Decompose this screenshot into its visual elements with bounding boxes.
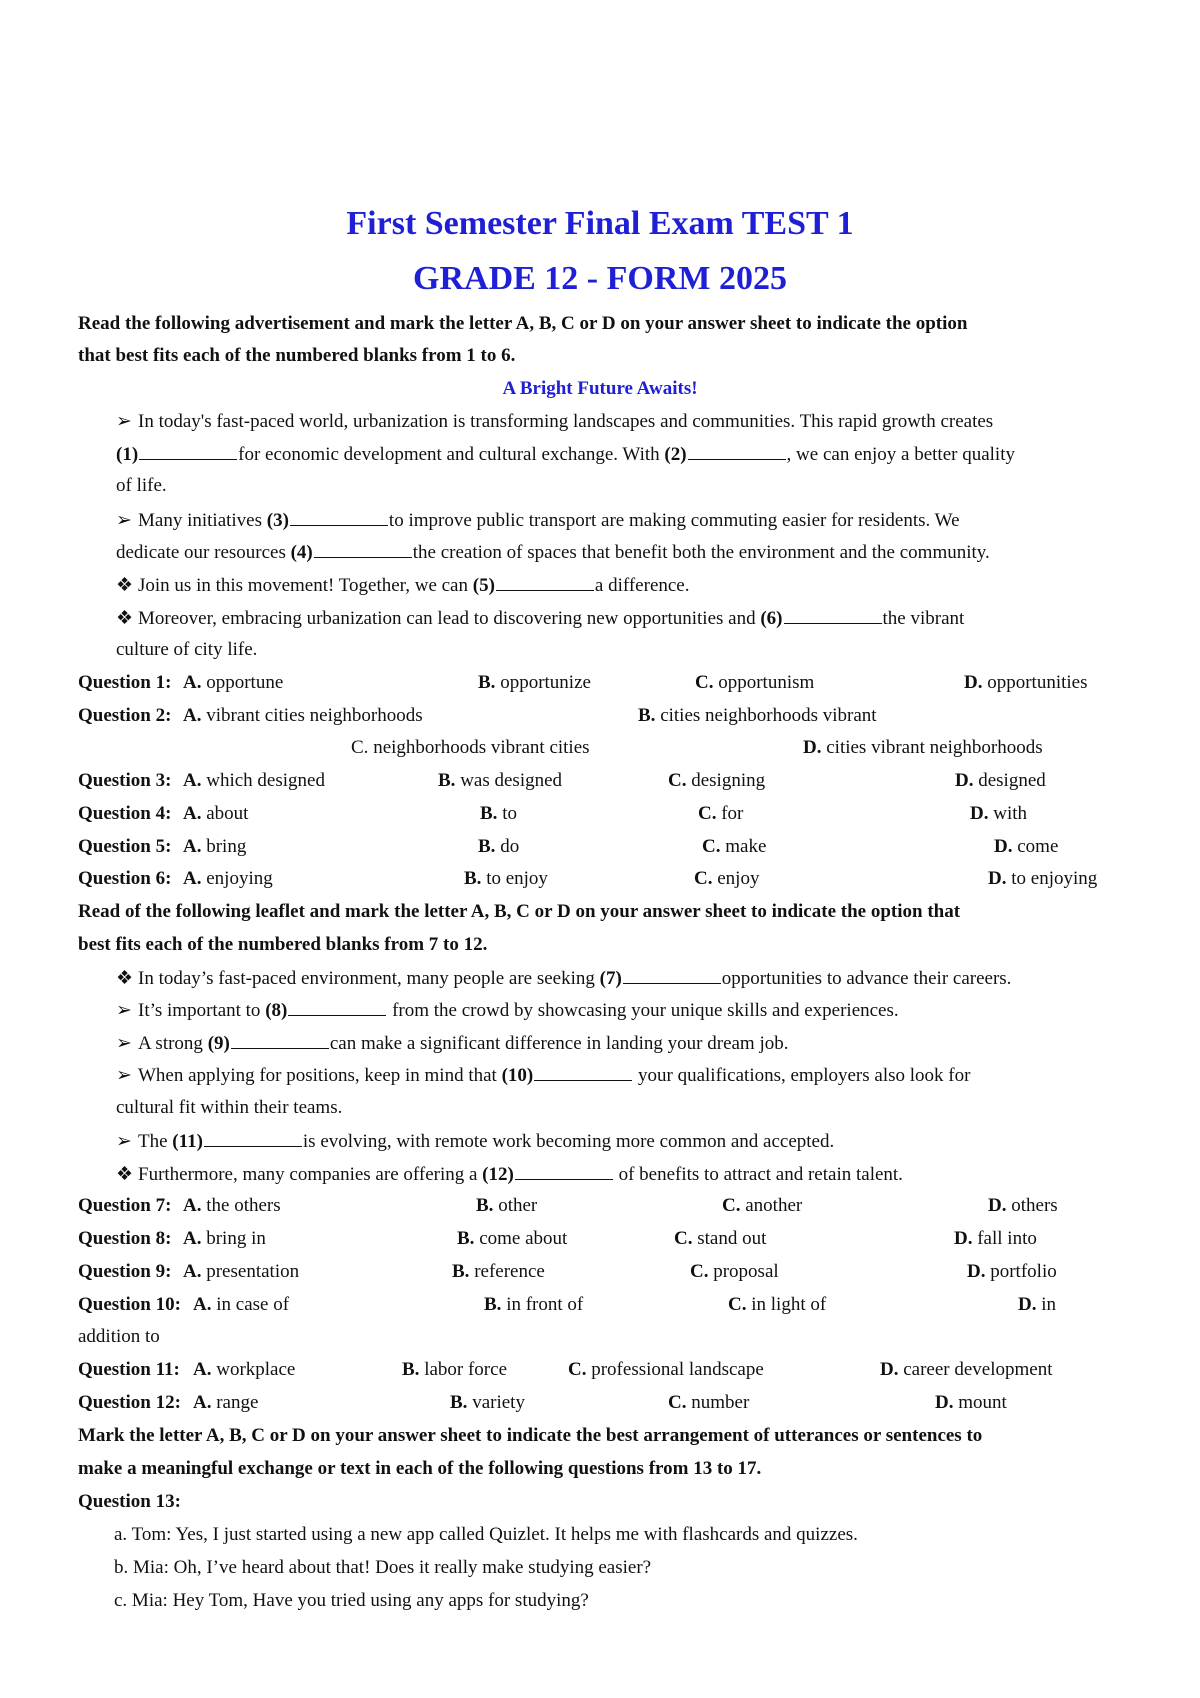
section1-instruction: Read the following advertisement and mark the letter A, B, C or D on your answer sheet to indicate the option [78, 313, 968, 334]
section1-instruction-cont: that best fits each of the numbered blanks from 1 to 6. [78, 345, 516, 366]
option-c[interactable]: C. another [722, 1195, 803, 1216]
option-d[interactable]: D. opportunities [964, 672, 1088, 693]
answer-blank-3 [290, 507, 388, 526]
diamond-bullet-icon: ❖ [116, 1164, 134, 1185]
arrow-bullet-icon: ➢ [116, 1131, 132, 1152]
option-d[interactable]: D. career development [880, 1359, 1053, 1380]
option-a[interactable]: A. about [183, 803, 249, 824]
ad-paragraph-1-cont: (1) for economic development and cultural exchange. With (2) , we can enjoy a better quality [116, 441, 1015, 468]
option-d[interactable]: D. others [988, 1195, 1058, 1216]
answer-blank-1 [139, 441, 237, 460]
question-label: Question 11: [78, 1359, 180, 1380]
arrow-bullet-icon: ➢ [116, 411, 132, 432]
option-b[interactable]: B. was designed [438, 770, 563, 791]
option-c[interactable]: C. for [698, 803, 744, 824]
option-d[interactable]: D. to enjoying [988, 868, 1098, 889]
option-c[interactable]: C. neighborhoods vibrant cities [351, 737, 590, 758]
ad-paragraph-2-cont: dedicate our resources (4) the creation of spaces that benefit both the environment and the community. [116, 539, 990, 566]
answer-blank-10 [534, 1062, 632, 1081]
option-c[interactable]: C. stand out [674, 1228, 767, 1249]
option-c[interactable]: C. designing [668, 770, 766, 791]
diamond-bullet-icon: ❖ [116, 968, 134, 989]
question-13-label: Question 13: [78, 1491, 181, 1512]
answer-blank-2 [688, 441, 786, 460]
answer-blank-12 [515, 1161, 613, 1180]
arrow-bullet-icon: ➢ [116, 1065, 132, 1086]
question-label: Question 9: [78, 1261, 172, 1282]
arrow-bullet-icon: ➢ [116, 1033, 132, 1054]
option-a[interactable]: A. bring [183, 836, 247, 857]
option-d[interactable]: D. cities vibrant neighborhoods [803, 737, 1043, 758]
option-b[interactable]: B. cities neighborhoods vibrant [638, 705, 877, 726]
option-b[interactable]: B. variety [450, 1392, 525, 1413]
leaflet-line-4-cont: cultural fit within their teams. [116, 1097, 343, 1118]
option-b[interactable]: B. do [478, 836, 520, 857]
section3-instruction: Mark the letter A, B, C or D on your answer sheet to indicate the best arrangement of utterances or sentences to [78, 1425, 983, 1446]
option-d[interactable]: D. with [970, 803, 1028, 824]
option-d-continued: addition to [78, 1326, 160, 1347]
utterance-b: b. Mia: Oh, I’ve heard about that! Does it really make studying easier? [114, 1557, 652, 1578]
question-label: Question 4: [78, 803, 172, 824]
option-b[interactable]: B. in front of [484, 1294, 584, 1315]
option-a[interactable]: A. vibrant cities neighborhoods [183, 705, 423, 726]
exam-title: First Semester Final Exam TEST 1 [346, 205, 854, 242]
answer-blank-11 [204, 1128, 302, 1147]
ad-paragraph-3: ❖ Join us in this movement! Together, we can (5) a difference. [116, 572, 690, 599]
exam-subtitle: GRADE 12 - FORM 2025 [413, 260, 787, 297]
option-b[interactable]: B. to enjoy [464, 868, 548, 889]
option-b[interactable]: B. reference [452, 1261, 545, 1282]
answer-blank-5 [496, 572, 594, 591]
question-label: Question 10: [78, 1294, 181, 1315]
question-label: Question 12: [78, 1392, 181, 1413]
ad-paragraph-1-end: of life. [116, 475, 167, 496]
question-label: Question 5: [78, 836, 172, 857]
question-label: Question 1: [78, 672, 172, 693]
arrow-bullet-icon: ➢ [116, 1000, 132, 1021]
answer-blank-7 [623, 965, 721, 984]
answer-blank-4 [314, 539, 412, 558]
answer-blank-6 [784, 605, 882, 624]
option-d[interactable]: D. fall into [954, 1228, 1037, 1249]
option-d[interactable]: D. designed [955, 770, 1046, 791]
utterance-c: c. Mia: Hey Tom, Have you tried using any apps for studying? [114, 1590, 589, 1611]
leaflet-line-4: ➢ When applying for positions, keep in mind that (10) your qualifications, employers also look for [116, 1062, 970, 1089]
option-a[interactable]: A. presentation [183, 1261, 300, 1282]
option-c[interactable]: C. make [702, 836, 767, 857]
question-label: Question 2: [78, 705, 172, 726]
section2-instruction: Read of the following leaflet and mark the letter A, B, C or D on your answer sheet to indicate the option that [78, 901, 961, 922]
leaflet-line-3: ➢ A strong (9) can make a significant difference in landing your dream job. [116, 1030, 789, 1057]
option-c[interactable]: C. in light of [728, 1294, 827, 1315]
section3-instruction-cont: make a meaningful exchange or text in each of the following questions from 13 to 17. [78, 1458, 762, 1479]
option-a[interactable]: A. bring in [183, 1228, 266, 1249]
option-d[interactable]: D. come [994, 836, 1059, 857]
ad-paragraph-4: ❖ Moreover, embracing urbanization can lead to discovering new opportunities and (6) the vibrant [116, 605, 964, 632]
option-c[interactable]: C. number [668, 1392, 750, 1413]
option-c[interactable]: C. professional landscape [568, 1359, 764, 1380]
answer-blank-9 [231, 1030, 329, 1049]
leaflet-line-5: ➢ The (11) is evolving, with remote work becoming more common and accepted. [116, 1128, 834, 1155]
question-label: Question 8: [78, 1228, 172, 1249]
option-a[interactable]: A. workplace [193, 1359, 296, 1380]
leaflet-line-1: ❖ In today’s fast-paced environment, many people are seeking (7) opportunities to advance their careers. [116, 965, 1011, 992]
option-b[interactable]: B. to [480, 803, 517, 824]
diamond-bullet-icon: ❖ [116, 575, 134, 596]
question-label: Question 3: [78, 770, 172, 791]
arrow-bullet-icon: ➢ [116, 510, 132, 531]
option-a[interactable]: A. enjoying [183, 868, 273, 889]
option-b[interactable]: B. other [476, 1195, 538, 1216]
option-a[interactable]: A. which designed [183, 770, 325, 791]
leaflet-line-6: ❖ Furthermore, many companies are offering a (12) of benefits to attract and retain talent. [116, 1161, 903, 1188]
diamond-bullet-icon: ❖ [116, 608, 134, 629]
section2-instruction-cont: best fits each of the numbered blanks from 7 to 12. [78, 934, 488, 955]
option-a[interactable]: A. in case of [193, 1294, 290, 1315]
ad-title: A Bright Future Awaits! [502, 378, 698, 399]
option-a[interactable]: A. the others [183, 1195, 281, 1216]
ad-paragraph-2: ➢ Many initiatives (3) to improve public transport are making commuting easier for residents. We [116, 507, 960, 534]
option-c[interactable]: C. opportunism [695, 672, 815, 693]
option-d[interactable]: D. mount [935, 1392, 1007, 1413]
ad-paragraph-4-cont: culture of city life. [116, 639, 258, 660]
option-a[interactable]: A. range [193, 1392, 259, 1413]
option-b[interactable]: B. labor force [402, 1359, 507, 1380]
question-label: Question 7: [78, 1195, 172, 1216]
option-b[interactable]: B. come about [457, 1228, 568, 1249]
option-d[interactable]: D. in [1018, 1294, 1057, 1315]
utterance-a: a. Tom: Yes, I just started using a new app called Quizlet. It helps me with flashcards and quizzes. [114, 1524, 858, 1545]
question-label: Question 6: [78, 868, 172, 889]
option-c[interactable]: C. enjoy [694, 868, 760, 889]
option-c[interactable]: C. proposal [690, 1261, 779, 1282]
option-a[interactable]: A. opportune [183, 672, 284, 693]
answer-blank-8 [288, 997, 386, 1016]
option-d[interactable]: D. portfolio [967, 1261, 1057, 1282]
ad-paragraph-1: ➢ In today's fast-paced world, urbanization is transforming landscapes and communities. This rapid growth creates [116, 409, 993, 435]
option-b[interactable]: B. opportunize [478, 672, 591, 693]
leaflet-line-2: ➢ It’s important to (8) from the crowd by showcasing your unique skills and experiences. [116, 997, 899, 1024]
